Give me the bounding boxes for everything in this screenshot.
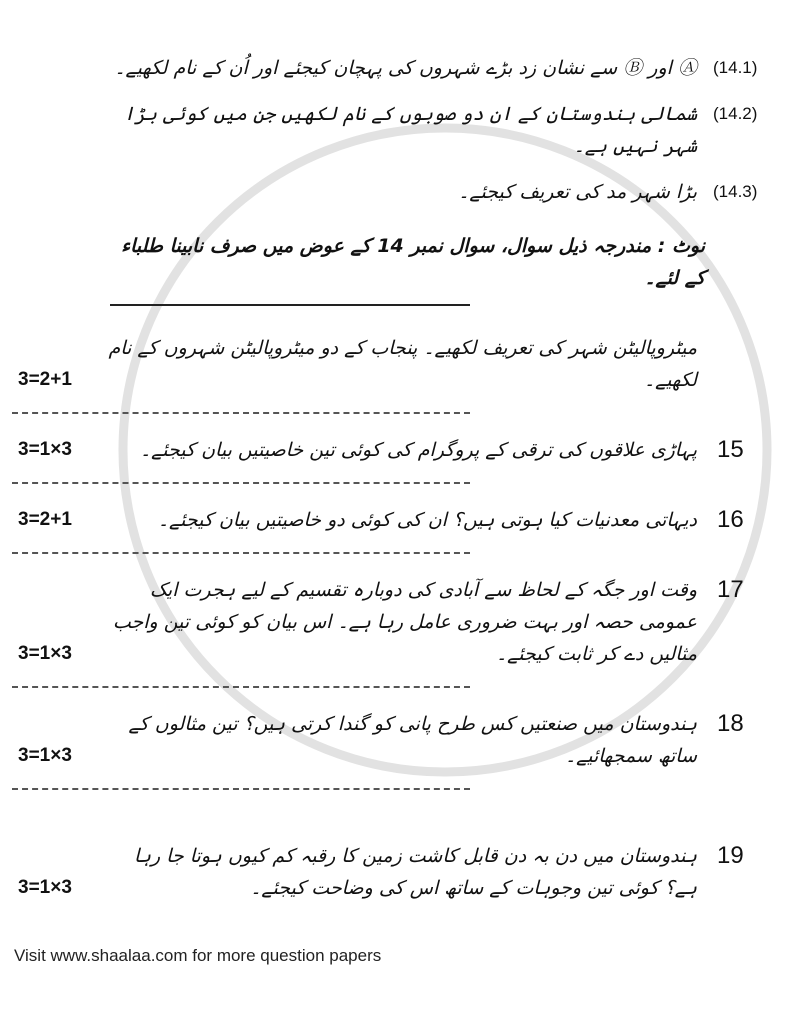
sub-question-text: Ⓐ اور Ⓑ سے نشان زد بڑے شہروں کی پہچان کیجئے اور اُن کے نام لکھیے۔ xyxy=(114,57,697,79)
blind-question-text: میٹروپالیٹن شہر کی تعریف لکھیے۔ پنجاب کے دو میٹروپالیٹن شہروں کے نام لکھیے۔ xyxy=(108,337,697,391)
question-text: ہندوستان میں صنعتیں کس طرح پانی کو گندا کرتی ہیں؟ تین مثالوں کے ساتھ سمجھائیے۔ xyxy=(128,713,697,767)
question-text: دیہاتی معدنیات کیا ہوتی ہیں؟ ان کی کوئی دو خاصیتیں بیان کیجئے۔ xyxy=(157,509,697,531)
divider xyxy=(12,686,470,688)
marks: 3=1×3 xyxy=(18,877,72,898)
sub-question-number: (14.3) xyxy=(713,182,758,201)
question-19 xyxy=(0,840,800,904)
sub-question-text: شمالی ہندوستان کے ان دو صوبوں کے نام لکھیں جن میں کوئی بڑا شہر نہیں ہے۔ xyxy=(123,103,697,157)
sub-question-number: (14.2) xyxy=(713,104,758,123)
sub-question-number: (14.1) xyxy=(713,58,758,77)
blind-question xyxy=(0,332,800,396)
question-number: 17 xyxy=(717,576,744,603)
sub-question-text: بڑا شہر مد کی تعریف کیجئے۔ xyxy=(458,181,697,203)
marks: 3=2+1 xyxy=(18,369,72,390)
question-18 xyxy=(0,708,800,772)
marks: 3=1×3 xyxy=(18,643,72,664)
sub-question-14-3 xyxy=(0,176,800,208)
question-15 xyxy=(0,434,800,466)
note-text: نوٹ : مندرجہ ذیل سوال، سوال نمبر 14 کے عوض میں صرف نابینا طلباء کے لئے۔ xyxy=(121,235,705,289)
sub-question-14-2 xyxy=(0,98,800,162)
footer-link-text: Visit www.shaalaa.com for more question papers xyxy=(14,946,382,965)
marks: 3=2+1 xyxy=(18,509,72,530)
marks: 3=1×3 xyxy=(18,439,72,460)
question-number: 18 xyxy=(717,710,744,737)
divider xyxy=(12,412,470,414)
question-17 xyxy=(0,574,800,670)
sub-question-14-1 xyxy=(0,52,800,84)
divider xyxy=(12,482,470,484)
question-text: ہندوستان میں دن بہ دن قابل کاشت زمین کا رقبہ کم کیوں ہوتا جا رہا ہے؟ کوئی تین وجوہات کے ساتھ اس کی وضاحت کیجئے۔ xyxy=(134,845,697,899)
question-text: وقت اور جگہ کے لحاظ سے آبادی کی دوبارہ تقسیم کے لیے ہجرت ایک عمومی حصہ اور بہت ضروری عامل رہا ہے۔ اس بیان کو کوئی تین واجب مثالیں دے کر ثابت کیجئے۔ xyxy=(112,579,697,665)
question-number: 19 xyxy=(717,842,744,869)
question-number: 16 xyxy=(717,506,744,533)
question-text: پہاڑی علاقوں کی ترقی کے پروگرام کی کوئی تین خاصیتیں بیان کیجئے۔ xyxy=(140,439,697,461)
question-number: 15 xyxy=(717,436,744,463)
marks: 3=1×3 xyxy=(18,745,72,766)
question-16 xyxy=(0,504,800,536)
divider xyxy=(110,304,470,306)
divider xyxy=(12,552,470,554)
divider xyxy=(12,788,470,790)
